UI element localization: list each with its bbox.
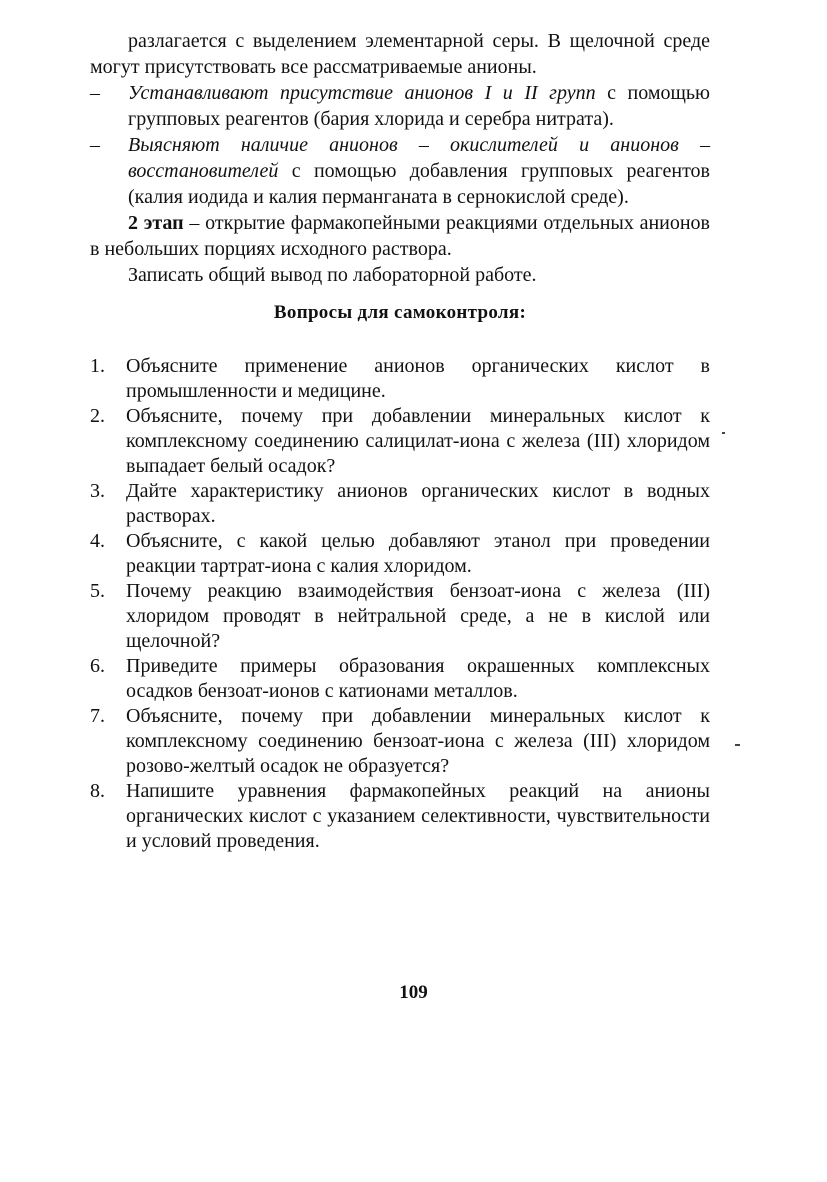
bullet-dash: – <box>90 82 100 104</box>
question-item <box>90 404 710 479</box>
question-item <box>90 479 710 529</box>
question-number: 5. <box>90 580 105 602</box>
question-number: 8. <box>90 780 105 802</box>
questions-list <box>90 354 710 854</box>
question-text: Дайте характеристику анионов органических кислот в водных растворах. <box>126 480 710 527</box>
top-text-block <box>90 28 710 288</box>
scan-speck <box>722 432 725 434</box>
bullet-item-groups <box>90 80 710 132</box>
bullet-dash: – <box>90 134 100 156</box>
stage-text: – открытие фармакопейными реакциями отдельных анионов в небольших порциях исходного раствора. <box>90 212 710 260</box>
stage-label: 2 этап <box>128 212 184 234</box>
question-text: Объясните, почему при добавлении минеральных кислот к комплексному соединению бензоат-иона с железа (III) хлоридом розово-желтый осадок не образуется? <box>126 705 710 777</box>
question-item <box>90 354 710 404</box>
bullet-rest-text: с помощью добавления групповых реагентов (калия иодида и калия перманганата в сернокислой среде). <box>128 160 710 208</box>
paragraph-stage-2 <box>90 210 710 262</box>
question-text: Почему реакцию взаимодействия бензоат-иона с железа (III) хлоридом проводят в нейтральной среде, а не в кислой или щелочной? <box>126 580 710 652</box>
bullet-rest-text: с помощью групповых реагентов (бария хлорида и серебра нитрата). <box>128 82 710 130</box>
bullet-italic-text: Устанавливают присутствие анионов I и II групп <box>128 82 596 104</box>
bullet-item-redox <box>90 132 710 210</box>
scan-speck <box>735 744 740 746</box>
question-text: Объясните применение анионов органических кислот в промышленности и медицине. <box>126 355 710 402</box>
question-number: 2. <box>90 405 105 427</box>
paragraph-intro: разлагается с выделением элементарной серы. В щелочной среде могут присутствовать все рассматриваемые анионы. <box>90 30 710 78</box>
paragraph-conclusion: Записать общий вывод по лабораторной работе. <box>128 264 537 286</box>
question-item <box>90 704 710 779</box>
question-item <box>90 579 710 654</box>
question-item <box>90 779 710 854</box>
question-item <box>90 654 710 704</box>
question-number: 6. <box>90 655 105 677</box>
question-number: 1. <box>90 355 105 377</box>
question-text: Объясните, почему при добавлении минеральных кислот к комплексному соединению салицилат-иона с железа (III) хлоридом выпадает белый осадок? <box>126 405 710 477</box>
page-number: 109 <box>399 982 428 1003</box>
question-number: 7. <box>90 705 105 727</box>
section-heading: Вопросы для самоконтроля: <box>273 302 527 323</box>
bullet-italic-text: Выясняют наличие анионов – окислителей и анионов – восстановителей <box>128 134 710 182</box>
question-text: Приведите примеры образования окрашенных комплексных осадков бензоат-ионов с катионами металлов. <box>126 655 710 702</box>
question-text: Напишите уравнения фармакопейных реакций на анионы органических кислот с указанием селективности, чувствительности и условий проведения. <box>126 780 710 852</box>
question-number: 3. <box>90 480 105 502</box>
question-item <box>90 529 710 579</box>
question-number: 4. <box>90 530 105 552</box>
question-text: Объясните, с какой целью добавляют этанол при проведении реакции тартрат-иона с калия хлоридом. <box>126 530 710 577</box>
